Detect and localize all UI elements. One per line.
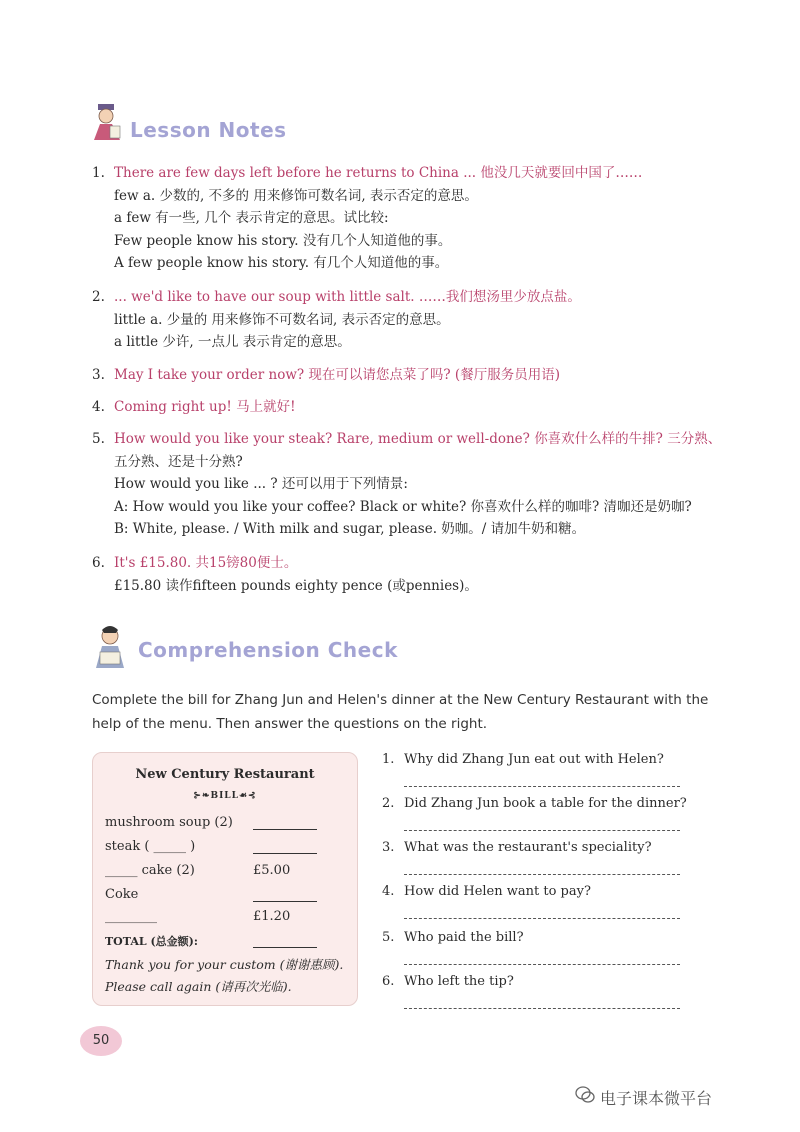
note-line: A few people know his story. 有几个人知道他的事。 [114, 255, 449, 271]
bill-total-label: TOTAL (总金额): [105, 935, 198, 948]
note-line: little a. 少量的 用来修饰不可数名词, 表示否定的意思。 [114, 311, 450, 328]
question-1 [382, 752, 664, 767]
note-line: a little 少许, 一点儿 表示肯定的意思。 [114, 334, 351, 350]
question-text: Who left the tip? [404, 974, 514, 989]
question-text: Why did Zhang Jun eat out with Helen? [404, 752, 664, 767]
note-line: It's £15.80. 共15镑80便士。 [114, 555, 298, 571]
comprehension-instructions: Complete the bill for Zhang Jun and Helen's dinner at the New Century Restaurant with the help of the menu. Then answer the questions on the right. [92, 692, 709, 732]
answer-line-2[interactable] [404, 830, 680, 831]
note-number: 6. [92, 555, 105, 571]
bill-restaurant-name: New Century Restaurant [135, 767, 315, 782]
question-number: 6. [382, 974, 395, 989]
note-1 [92, 162, 642, 275]
note-line: B: White, please. / With milk and sugar, please. 奶咖。/ 请加牛奶和糖。 [114, 521, 586, 537]
note-line: £15.80 读作fifteen pounds eighty pence (或pennies)。 [114, 577, 478, 594]
note-4 [92, 396, 296, 419]
note-2 [92, 286, 581, 354]
answer-line-4[interactable] [404, 918, 680, 919]
answer-line-5[interactable] [404, 964, 680, 965]
wechat-icon [574, 1084, 596, 1106]
bill-row-coke: Coke [105, 887, 139, 902]
bill-row-cake: _____ cake (2) [105, 863, 195, 878]
note-line: How would you like your steak? Rare, medium or well-done? 你喜欢什么样的牛排? 三分熟、 [114, 431, 722, 447]
note-line: a few 有一些, 几个 表示肯定的意思。试比较: [114, 210, 389, 226]
question-number: 2. [382, 796, 395, 811]
bill-amount-blank[interactable] [253, 815, 317, 830]
note-line: ... we'd like to have our soup with little salt. ……我们想汤里少放点盐。 [114, 289, 581, 305]
lesson-notes-title: Lesson Notes [130, 118, 287, 142]
bill-subtitle: ⊱❧BILL☙⊰ [193, 791, 257, 801]
bill-row-steak: steak ( _____ ) [105, 839, 196, 854]
bill-thanks: Thank you for your custom (谢谢惠顾). [105, 957, 344, 972]
question-3 [382, 840, 652, 855]
question-text: What was the restaurant's speciality? [404, 840, 652, 855]
note-6 [92, 552, 478, 597]
note-line: Few people know his story. 没有几个人知道他的事。 [114, 232, 452, 249]
bill-total-blank[interactable] [253, 933, 317, 948]
note-line: There are few days left before he returns to China ... 他没几天就要回中国了…… [114, 165, 643, 181]
note-number: 5. [92, 431, 105, 447]
comprehension-title: Comprehension Check [138, 638, 398, 662]
question-5 [382, 930, 524, 945]
scholar-mascot-icon [90, 102, 124, 142]
page-number: 50 [80, 1026, 122, 1056]
question-text: Did Zhang Jun book a table for the dinner? [404, 796, 687, 811]
note-number: 4. [92, 399, 105, 415]
bill-amount-blank[interactable] [253, 839, 317, 854]
note-line: May I take your order now? 现在可以请您点菜了吗? (餐厅服务员用语) [114, 367, 560, 383]
note-line: A: How would you like your coffee? Black or white? 你喜欢什么样的咖啡? 清咖还是奶咖? [114, 498, 692, 515]
note-line: few a. 少数的, 不多的 用来修饰可数名词, 表示否定的意思。 [114, 187, 478, 204]
question-4 [382, 884, 591, 899]
note-line: Coming right up! 马上就好! [114, 399, 296, 415]
question-number: 3. [382, 840, 395, 855]
answer-line-3[interactable] [404, 874, 680, 875]
question-6 [382, 974, 514, 989]
answer-line-6[interactable] [404, 1008, 680, 1009]
bill-cake-price: £5.00 [253, 863, 291, 878]
reader-mascot-icon [90, 624, 130, 670]
watermark-text: 电子课本微平台 [600, 1089, 713, 1108]
note-line: How would you like ... ? 还可以用于下列情景: [114, 476, 408, 492]
bill-row-soup: mushroom soup (2) [105, 815, 233, 830]
note-line: 五分熟、还是十分熟? [114, 453, 243, 470]
question-number: 1. [382, 752, 395, 767]
question-2 [382, 796, 687, 811]
question-text: How did Helen want to pay? [404, 884, 591, 899]
note-number: 1. [92, 165, 105, 181]
bill-amount-blank[interactable] [253, 887, 317, 902]
question-number: 5. [382, 930, 395, 945]
restaurant-bill [92, 752, 358, 1006]
note-number: 2. [92, 289, 105, 305]
answer-line-1[interactable] [404, 786, 680, 787]
note-5 [92, 428, 721, 541]
question-text: Who paid the bill? [404, 930, 524, 945]
bill-call-again: Please call again (请再次光临). [105, 979, 292, 994]
note-3 [92, 364, 560, 387]
bill-row-blank-item[interactable]: ________ [105, 909, 157, 924]
question-number: 4. [382, 884, 395, 899]
note-number: 3. [92, 367, 105, 383]
bill-blank-item-price: £1.20 [253, 909, 291, 924]
